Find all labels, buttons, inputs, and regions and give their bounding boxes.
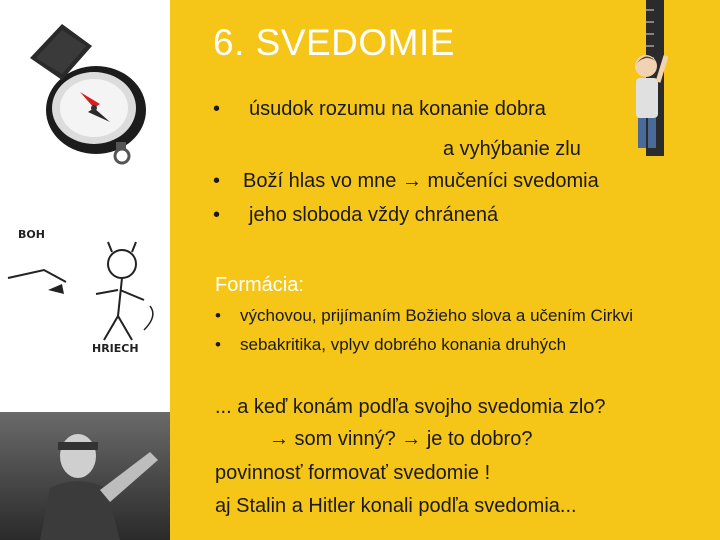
bullet-main-2: Boží hlas vo mne → mučeníci svedomia	[243, 170, 599, 192]
bullet-marker: •	[215, 335, 221, 354]
closing-line-4: aj Stalin a Hitler konali podľa svedomia...	[215, 495, 577, 517]
closing-line-1: ... a keď konám podľa svojho svedomia zlo?	[215, 396, 606, 418]
bullet-marker: •	[213, 170, 221, 192]
cartoon-devil-image	[4, 220, 164, 360]
child-height-chart-image	[628, 0, 676, 158]
slide-title: 6. SVEDOMIE	[213, 22, 455, 63]
bullet-main-3: jeho sloboda vždy chránená	[249, 204, 499, 226]
closing-line-3: povinnosť formovať svedomie !	[215, 462, 491, 484]
bullet-main-1-line1: úsudok rozumu na konanie dobra	[249, 98, 546, 120]
bullet-formation-2: sebakritika, vplyv dobrého konania druhých	[240, 335, 567, 354]
formation-heading: Formácia:	[215, 274, 304, 296]
cartoon-label-bottom: HRIECH	[92, 342, 139, 355]
compass-image	[18, 18, 158, 168]
bullet-formation-1: výchovou, prijímaním Božieho slova a učením Cirkvi	[240, 306, 634, 325]
bullet-marker: •	[215, 306, 221, 325]
bullet-marker: •	[213, 98, 221, 120]
closing-line-2: → som vinný? → je to dobro?	[269, 428, 533, 450]
bullet-marker: •	[213, 204, 221, 226]
bullet-main-1-line2: a vyhýbanie zlu	[443, 138, 581, 160]
cartoon-label-top: BOH	[18, 228, 45, 241]
historical-photo-image	[0, 412, 170, 540]
